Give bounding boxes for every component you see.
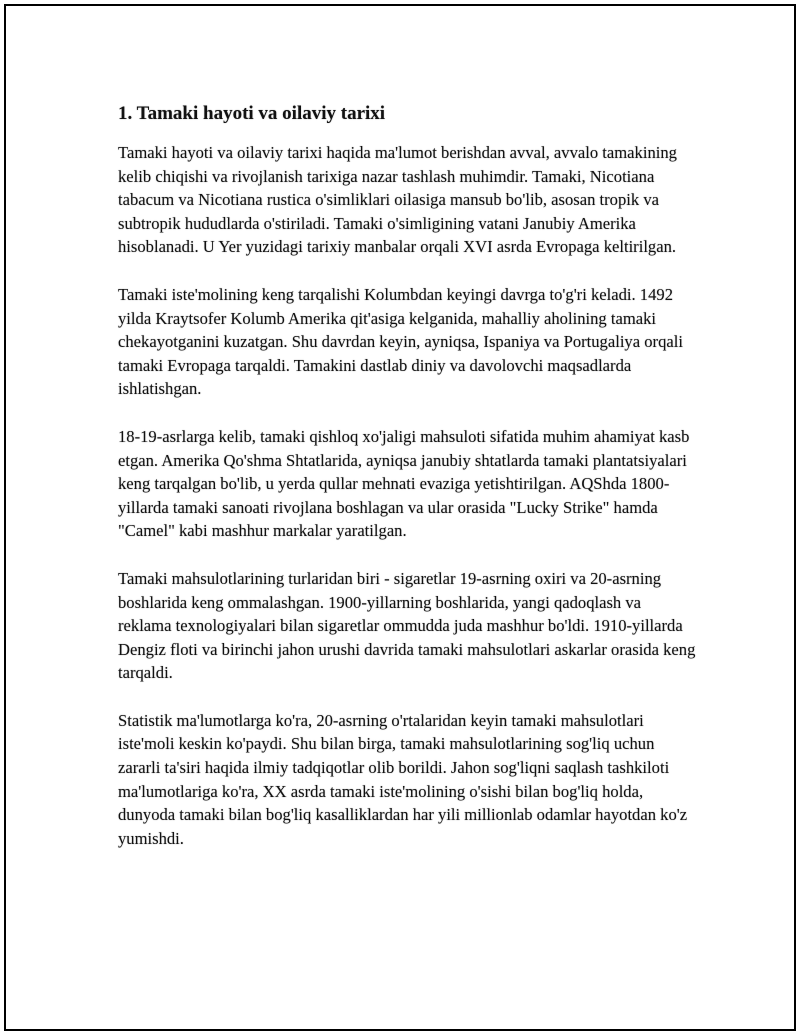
paragraph-5: Statistik ma'lumotlarga ko'ra, 20-asrning o'rtalaridan keyin tamaki mahsulotlari iste'moli keskin ko'paydi. Shu bilan birga, tamaki mahsulotlarining sog'liq uchun zararli ta'siri haqida ilmiy tadqiqotlar olib borildi. Jahon sog'liqni saqlash tashkiloti ma'lumotlariga ko'ra, XX asrda tamaki iste'molining o'sishi bilan bog'liq holda, dunyoda tamaki bilan bog'liq kasalliklardan har yili millionlab odamlar hayotdan ko'z yumishdi. [118,710,688,848]
document-body [118,90,698,874]
paragraph-4: Tamaki mahsulotlarining turlaridan biri - sigaretlar 19-asrning oxiri va 20-asrning boshlarida keng ommalashgan. 1900-yillarning boshlarida, yangi qadoqlash va reklama texnologiyalari bilan sigaretlar ommudda juda mashhur bo'ldi. 1910-yillarda Dengiz floti va birinchi jahon urushi davrida tamaki mahsulotlari askarlar orasida keng tarqaldi. [118,568,696,683]
paragraph-1: Tamaki hayoti va oilaviy tarixi haqida ma'lumot berishdan avval, avvalo tamakining kelib chiqishi va rivojlanish tarixiga nazar tashlash muhimdir. Tamaki, Nicotiana tabacum va Nicotiana rustica o'simliklari oilasiga mansub bo'lib, asosan tropik va subtropik hududlarda o'stiriladi. Tamaki o'simligining vatani Janubiy Amerika hisoblanadi. U Yer yuzidagi tarixiy manbalar orqali XVI asrda Evropaga keltirilgan. [118,143,677,257]
paragraph-3: 18-19-asrlarga kelib, tamaki qishloq xo'jaligi mahsuloti sifatida muhim ahamiyat kasb etgan. Amerika Qo'shma Shtatlarida, ayniqsa janubiy shtatlarda tamaki plantatsiyalari keng tarqalgan bo'lib, u yerda qullar mehnati evaziga yetishtirilgan. AQShda 1800-yillarda tamaki sanoati rivojlana boshlagan va ular orasida "Lucky Strike" hamda "Camel" kabi mashhur markalar yaratilgan. [118,426,690,541]
page-frame [4,4,796,1031]
paragraph-2: Tamaki iste'molining keng tarqalishi Kolumbdan keyingi davrga to'g'ri keladi. 1492 yilda Kraytsofer Kolumb Amerika qit'asiga kelganida, mahalliy aholining tamaki chekayotganini kuzatgan. Shu davrdan keyin, ayniqsa, Ispaniya va Portugaliya orqali tamaki Evropaga tarqaldi. Tamakini dastlab diniy va davolovchi maqsadlarda ishlatishgan. [118,284,683,399]
section-heading: 1. Tamaki hayoti va oilaviy tarixi [118,103,386,124]
